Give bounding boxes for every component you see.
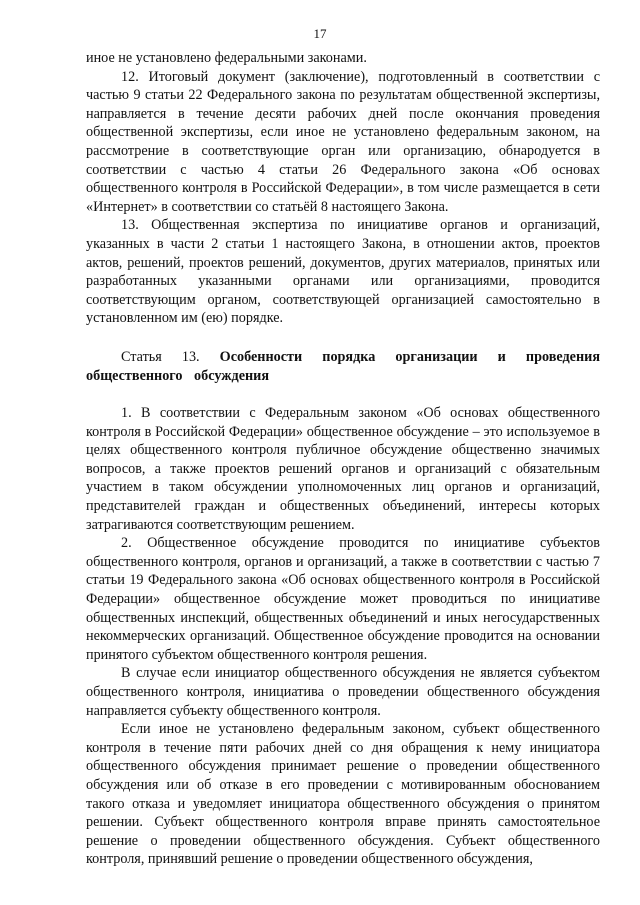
paragraph-continuation: иное не установлено федеральными законами. [86,50,367,66]
article-label: Статья 13. [121,348,200,365]
paragraph-initiator-case: В случае если инициатор общественного обсуждения не является субъектом общественного контроля, инициатива о проведении общественного обсуждения направляется субъекту общественного контроля. [86,665,600,719]
article-heading [86,348,600,385]
paragraph-decision-procedure: Если иное не установлено федеральным законом, субъект общественного контроля в течение пяти рабочих дней со дня обращения к нему инициатора общественного обсуждения принимает решение о проведении общественного обсуждения или об отказе в его проведении с мотивированным обоснованием такого отказа и уведомляет инициатора общественного обсуждения о принятом решении. Субъект общественного контроля вправе принять самостоятельное решение о проведении общественного обсуждения. Субъект общественного контроля, принявший решение о проведении общественного обсуждения, [86,721,600,868]
paragraph-article-13-item-2: 2. Общественное обсуждение проводится по инициативе субъектов общественного контроля, органов и организаций, а также в соответствии с частью 7 статьи 19 Федерального закона «Об основах общественного контроля в Российской Федерации» общественное обсуждение может проводиться по инициативе общественных инспекций, общественных объединений и иных негосударственных некоммерческих организаций. Общественное обсуждение проводится на основании принятого субъектом общественного контроля решения. [86,535,600,663]
article-title: Особенности порядка организации и проведения общественного обсуждения [86,348,600,384]
paragraph-item-12: 12. Итоговый документ (заключение), подготовленный в соответствии с частью 9 статьи 22 Федерального закона по результатам общественной экспертизы, направляется в течение десяти рабочих дней после окончания проведения общественной экспертизы, если иное не установлено федеральным законом, на рассмотрение в соответствующие орган или организацию, обнародуется в соответствии с частью 4 статьи 26 Федерального закона «Об основах общественного контроля в Российской Федерации», в том числе размещается в сети «Интернет» в соответствии со статьёй 8 настоящего Закона. [86,68,600,215]
paragraph-item-13: 13. Общественная экспертиза по инициативе органов и организаций, указанных в части 2 статьи 1 настоящего Закона, в отношении актов, проектов актов, решений, проектов решений, документов, других материалов, принятых или разработанных указанными органами или организациями, проводится соответствующим органом, соответствующей организацией самостоятельно в установленном им (ею) порядке. [86,217,600,327]
paragraph-article-13-item-1: 1. В соответствии с Федеральным законом «Об основах общественного контроля в Российской Федерации» общественное обсуждение – это используемое в целях общественного контроля публичное обсуждение общественно значимых вопросов, а также проектов решений органов и организаций с обязательным участием в таком обсуждении уполномоченных лиц органов и организаций, представителей граждан и общественных объединений, интересы которых затрагиваются соответствующим решением. [86,405,600,533]
page-number: 17 [313,26,327,41]
page-content [86,49,600,869]
